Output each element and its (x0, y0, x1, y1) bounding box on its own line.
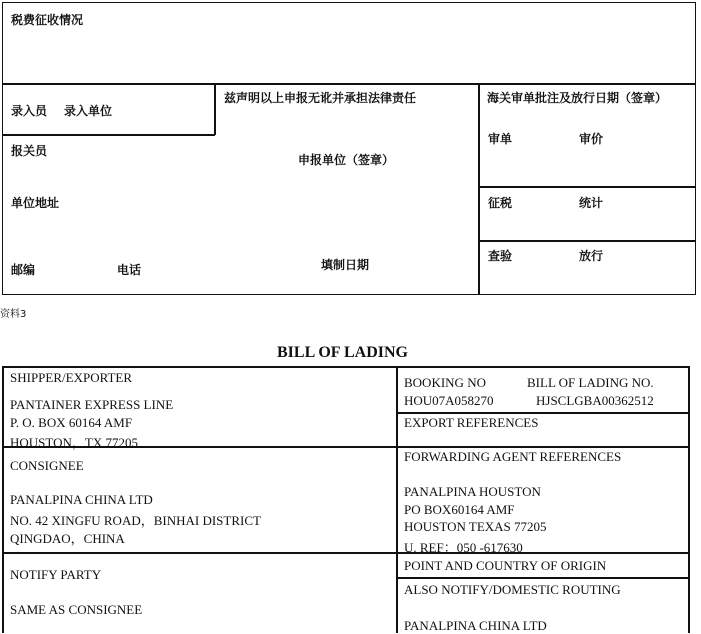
shipper-label: SHIPPER/EXPORTER (10, 370, 133, 385)
inspection-label: 查验 (488, 249, 513, 263)
forwarding-line2: PO BOX60164 AMF (404, 502, 515, 517)
declaration-statement: 兹声明以上申报无讹并承担法律责任 (224, 91, 417, 105)
divider (688, 366, 690, 633)
shipper-line3: HOUSTON，TX 77205 (10, 435, 138, 450)
entry-unit-label: 录入单位 (64, 104, 113, 118)
point-of-origin-label: POINT AND COUNTRY OF ORIGIN (404, 558, 607, 573)
divider (478, 83, 480, 295)
divider (2, 552, 397, 554)
consignee-line2: NO. 42 XINGFU ROAD，BINHAI DISTRICT (10, 513, 261, 528)
attachment-label: 资料3 (0, 309, 27, 320)
forwarding-agent-label: FORWARDING AGENT REFERENCES (404, 449, 622, 464)
divider (2, 366, 4, 633)
phone-label: 电话 (117, 263, 142, 277)
customs-approval-label: 海关审单批注及放行日期（签章） (487, 91, 668, 105)
divider (396, 412, 689, 414)
divider (214, 83, 216, 135)
divider (478, 186, 696, 188)
divider (2, 134, 215, 136)
divider (478, 240, 696, 242)
booking-no-label: BOOKING NO (404, 375, 486, 390)
also-notify-label: ALSO NOTIFY/DOMESTIC ROUTING (404, 582, 621, 597)
fill-date-label: 填制日期 (321, 258, 370, 272)
taxation-label: 征税 (488, 196, 513, 210)
divider (2, 366, 689, 368)
entry-person-label: 录入员 (11, 104, 48, 118)
forwarding-line3: HOUSTON TEXAS 77205 (404, 519, 547, 534)
declarant-label: 报关员 (11, 144, 48, 158)
shipper-line2: P. O. BOX 60164 AMF (10, 415, 133, 430)
divider (2, 83, 696, 85)
also-notify-value: PANALPINA CHINA LTD (404, 618, 547, 633)
statistics-label: 统计 (579, 196, 604, 210)
release-label: 放行 (579, 249, 604, 263)
divider (396, 446, 689, 448)
pricing-label: 审价 (579, 132, 604, 146)
bl-no-label: BILL OF LADING NO. (527, 375, 654, 390)
divider (396, 577, 689, 579)
booking-no-value: HOU07A058270 (404, 393, 494, 408)
review-label: 审单 (488, 132, 513, 146)
divider (396, 366, 398, 633)
notify-party-label: NOTIFY PARTY (10, 567, 102, 582)
forwarding-line1: PANALPINA HOUSTON (404, 484, 541, 499)
declaring-unit-label: 申报单位（签章） (298, 153, 395, 167)
postcode-label: 邮编 (11, 263, 36, 277)
tax-status-label: 税费征收情况 (11, 13, 84, 27)
forwarding-line4: U. REF：050 -617630 (404, 540, 523, 555)
notify-party-value: SAME AS CONSIGNEE (10, 602, 143, 617)
shipper-line1: PANTAINER EXPRESS LINE (10, 397, 174, 412)
export-references-label: EXPORT REFERENCES (404, 415, 539, 430)
bill-of-lading-title: BILL OF LADING (277, 344, 408, 361)
consignee-line3: QINGDAO，CHINA (10, 531, 125, 546)
unit-address-label: 单位地址 (11, 196, 60, 210)
bl-no-value: HJSCLGBA00362512 (536, 393, 654, 408)
consignee-label: CONSIGNEE (10, 458, 84, 473)
consignee-line1: PANALPINA CHINA LTD (10, 492, 153, 507)
